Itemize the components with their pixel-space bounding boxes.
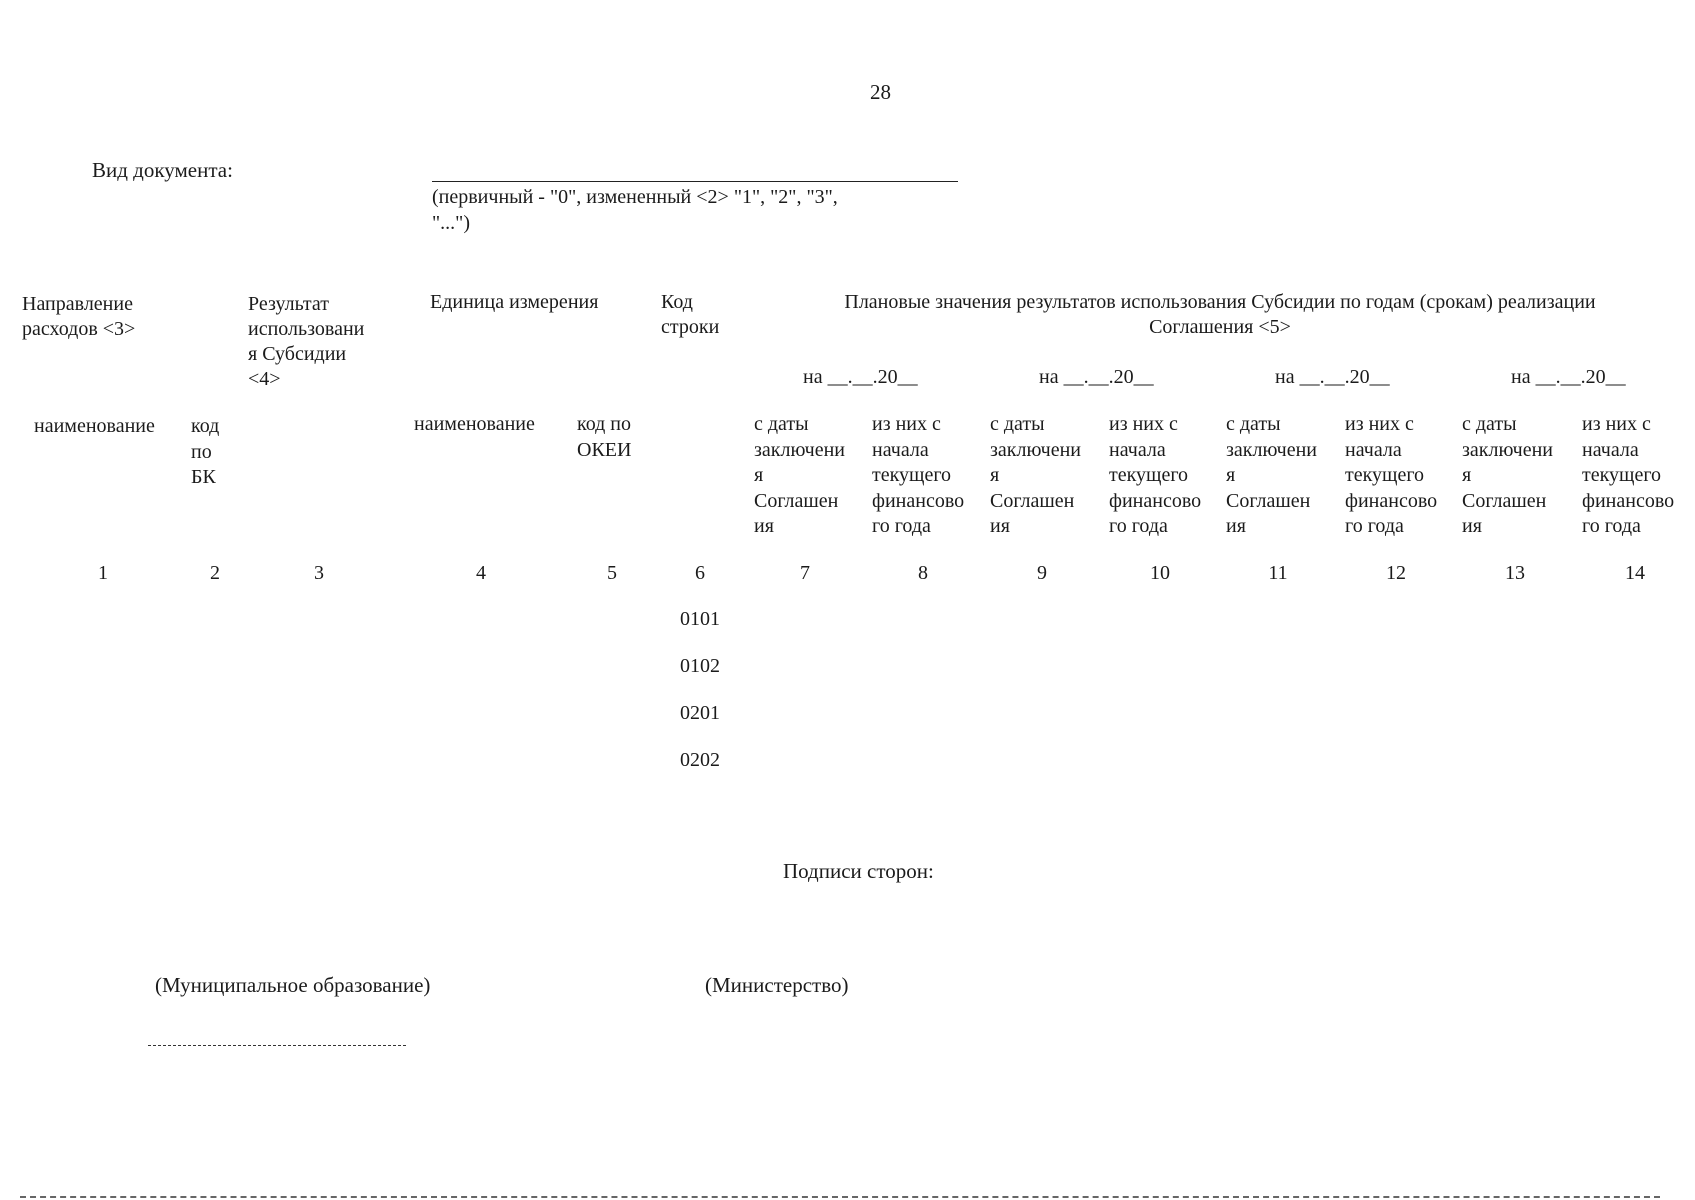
document-type-hint-line-1: (первичный - "0", измененный <2> "1", "2", "3", xyxy=(432,186,838,208)
document-type-input-line xyxy=(432,181,958,182)
document-type-hint xyxy=(432,184,972,236)
subheader-from-fiscal-year: из них с начала текущего финансово го года xyxy=(1109,413,1202,537)
period-label: на __.__.20__ xyxy=(803,366,918,388)
header-direction: Направление расходов <3> xyxy=(22,293,136,340)
page-number: 28 xyxy=(870,80,891,104)
column-number: 11 xyxy=(1268,562,1288,584)
left-party-label: (Муниципальное образование) xyxy=(155,973,431,997)
signature-line xyxy=(148,1045,406,1046)
column-number: 10 xyxy=(1150,562,1170,584)
header-row-code: Код строки xyxy=(661,291,720,338)
column-number: 13 xyxy=(1505,562,1525,584)
column-number: 2 xyxy=(210,562,220,584)
subheader-from-agreement-date: с даты заключени я Соглашен ия xyxy=(1462,413,1553,537)
column-number: 12 xyxy=(1386,562,1406,584)
right-party-label: (Министерство) xyxy=(705,973,849,997)
period-label: на __.__.20__ xyxy=(1275,366,1390,388)
subheader-from-agreement-date: с даты заключени я Соглашен ия xyxy=(990,413,1081,537)
column-number: 1 xyxy=(98,562,108,584)
subheader-from-fiscal-year: из них с начала текущего финансово го года xyxy=(872,413,965,537)
subheader-from-fiscal-year: из них с начала текущего финансово го года xyxy=(1345,413,1438,537)
subheader-from-agreement-date: с даты заключени я Соглашен ия xyxy=(1226,413,1317,537)
bottom-border xyxy=(20,1196,1660,1198)
subheader-name: наименование xyxy=(34,415,155,437)
subheader-bk-code: код по БК xyxy=(191,415,220,488)
column-number: 5 xyxy=(607,562,617,584)
row-code: 0201 xyxy=(680,702,720,724)
row-code: 0202 xyxy=(680,749,720,771)
subheader-unit-name: наименование xyxy=(414,413,535,435)
period-label: на __.__.20__ xyxy=(1511,366,1626,388)
subheader-from-agreement-date: с даты заключени я Соглашен ия xyxy=(754,413,845,537)
column-number: 4 xyxy=(476,562,486,584)
signatures-title: Подписи сторон: xyxy=(783,859,934,883)
document-type-label: Вид документа: xyxy=(92,158,233,182)
subheader-okei-code: код по ОКЕИ xyxy=(577,413,632,461)
column-number: 7 xyxy=(800,562,810,584)
column-number: 8 xyxy=(918,562,928,584)
row-code: 0102 xyxy=(680,655,720,677)
column-number: 6 xyxy=(695,562,705,584)
subheader-from-fiscal-year: из них с начала текущего финансово го года xyxy=(1582,413,1675,537)
row-code: 0101 xyxy=(680,608,720,630)
header-result: Результат использовани я Субсидии <4> xyxy=(248,293,365,390)
document-type-hint-line-2: "...") xyxy=(432,212,470,234)
header-unit: Единица измерения xyxy=(430,291,599,313)
column-number: 9 xyxy=(1037,562,1047,584)
header-planned-values: Плановые значения результатов использования Субсидии по годам (срокам) реализации Соглашения <5> xyxy=(844,291,1596,338)
period-label: на __.__.20__ xyxy=(1039,366,1154,388)
column-number: 3 xyxy=(314,562,324,584)
column-number: 14 xyxy=(1625,562,1645,584)
